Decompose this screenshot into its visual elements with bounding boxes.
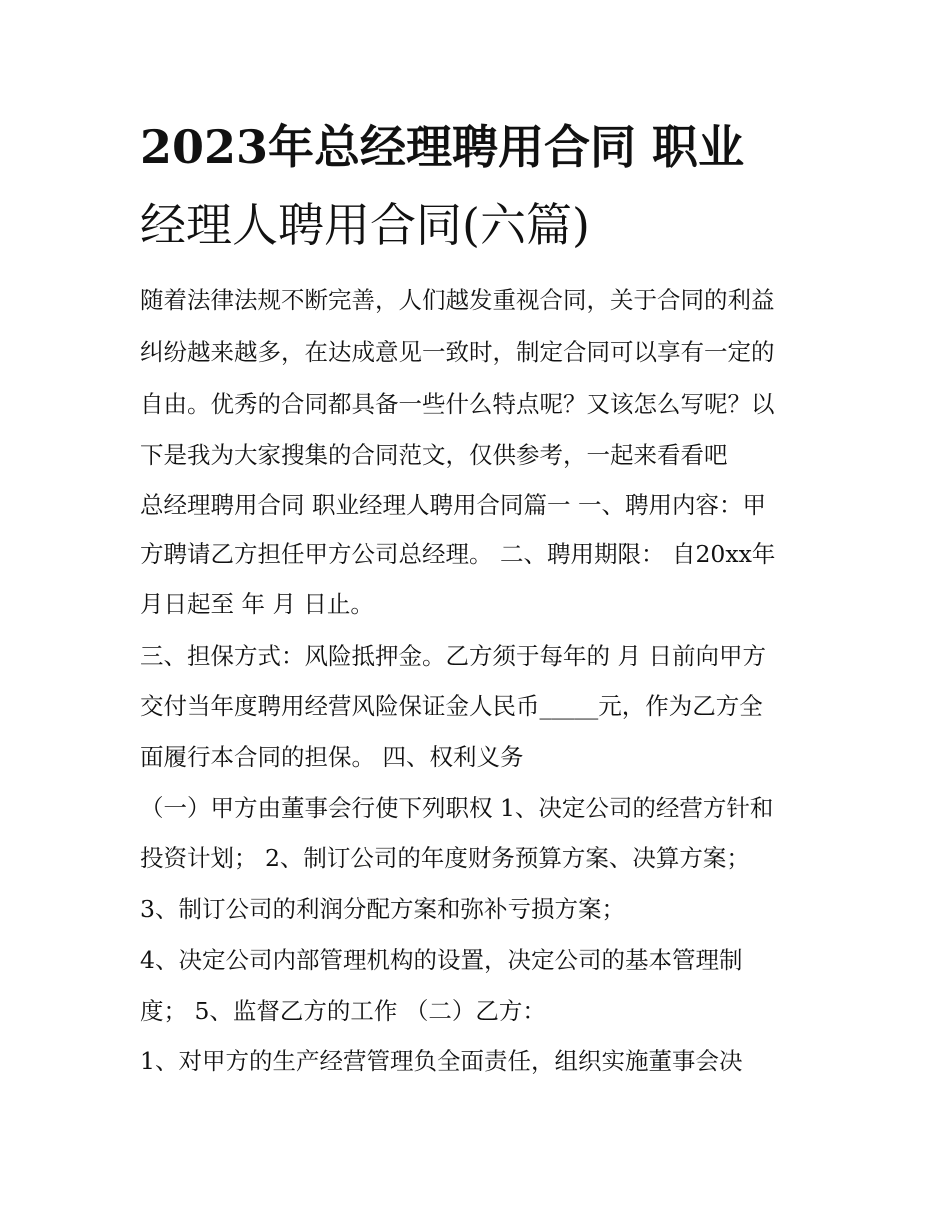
document-title-line-2: 经理人聘用合同(六篇) <box>140 198 590 252</box>
body-line: 度； 5、监督乙方的工作 （二）乙方： <box>140 997 546 1025</box>
body-line: 自由。优秀的合同都具备一些什么特点呢？又该怎么写呢？以 <box>140 390 775 418</box>
body-line: 面履行本合同的担保。 四、权利义务 <box>140 743 524 771</box>
body-line: 三、担保方式：风险抵押金。乙方须于每年的 月 日前向甲方 <box>140 642 766 670</box>
body-line: 月日起至 年 月 日止。 <box>140 590 374 618</box>
body-line: （一）甲方由董事会行使下列职权 1、决定公司的经营方针和 <box>140 794 774 822</box>
body-line: 1、对甲方的生产经营管理负全面责任，组织实施董事会决 <box>140 1047 743 1075</box>
body-line: 3、制订公司的利润分配方案和弥补亏损方案； <box>140 895 625 923</box>
body-line: 纠纷越来越多，在达成意见一致时，制定合同可以享有一定的 <box>140 338 775 366</box>
body-line: 交付当年度聘用经营风险保证金人民币_____元，作为乙方全 <box>140 692 763 720</box>
document-title-line-1: 2023年总经理聘用合同 职业 <box>140 120 745 174</box>
body-line: 4、决定公司内部管理机构的设置，决定公司的基本管理制 <box>140 946 743 974</box>
body-line: 随着法律法规不断完善，人们越发重视合同，关于合同的利益 <box>140 286 775 314</box>
body-line: 下是我为大家搜集的合同范文，仅供参考，一起来看看吧 <box>140 441 728 469</box>
body-line: 方聘请乙方担任甲方公司总经理。 二、聘用期限： 自20xx年 <box>140 540 776 568</box>
body-line: 总经理聘用合同 职业经理人聘用合同篇一 一、聘用内容：甲 <box>140 491 766 519</box>
body-line: 投资计划； 2、制订公司的年度财务预算方案、决算方案； <box>140 844 750 872</box>
